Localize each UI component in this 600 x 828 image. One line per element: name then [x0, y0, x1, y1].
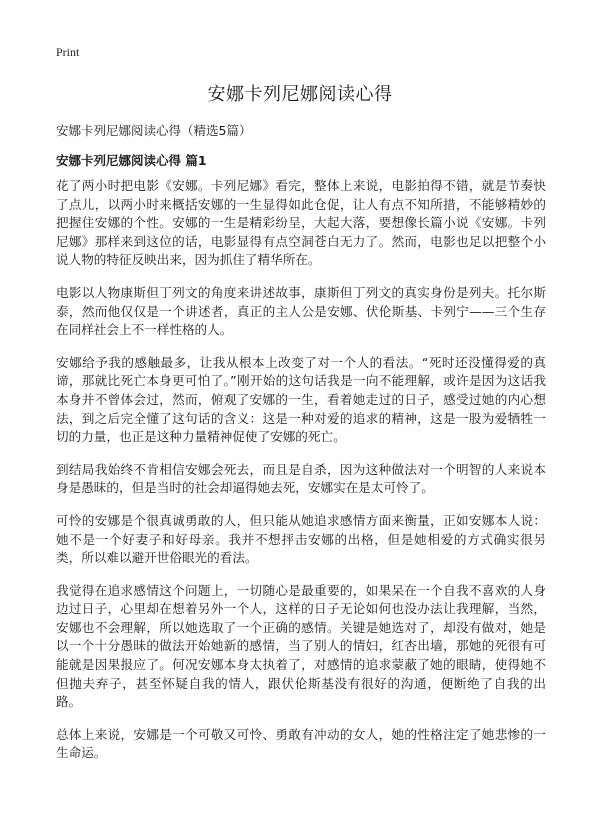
- paragraph: 我觉得在追求感情这个问题上，一切随心是最重要的，如果呆在一个自我不喜欢的人身边过日子，心里却在想着另外一个人，这样的日子无论如何也没办法让我理解，当然，安娜也不会理解，所以她选取了一个正确的感情。关键是她选对了，却没有做对，她是以一个十分愚昧的做法开始她新的感情，当了别人的情妇，红杏出墙，那她的死很有可能就是因果报应了。何况安娜本身太执着了，对感情的追求蒙蔽了她的眼睛，使得她不但抛夫弃子，甚至怀疑自我的情人，跟伏伦斯基没有很好的沟通，便断绝了自我的出路。: [56, 582, 546, 710]
- section-heading: 安娜卡列尼娜阅读心得 篇1: [56, 153, 207, 168]
- print-link[interactable]: Print: [56, 45, 80, 59]
- paragraph: 总体上来说，安娜是一个可敬又可怜、勇敢有冲动的女人，她的性格注定了她悲惨的一生命运。: [56, 726, 546, 761]
- paragraph: 到结局我始终不肯相信安娜会死去，而且是自杀，因为这种做法对一个明智的人来说本身是愚昧的，但是当时的社会却逼得她去死，安娜实在是太可怜了。: [56, 461, 546, 496]
- document-subtitle: 安娜卡列尼娜阅读心得（精选5篇）: [56, 123, 252, 138]
- paragraph: 可怜的安娜是个很真诚勇敢的人，但只能从她追求感情方面来衡量，正如安娜本人说：她不是一个好妻子和好母亲。我并不想抨击安娜的出格，但是她相爱的方式确实很另类，所以难以避开世俗眼光的看法。: [56, 512, 546, 566]
- paragraph: 花了两小时把电影《安娜。卡列尼娜》看完，整体上来说，电影拍得不错，就是节奏快了点儿，以两小时来概括安娜的一生显得如此仓促，让人有点不知所措，不能够精妙的把握住安娜的个性。安娜的一生是精彩纷呈，大起大落，要想像长篇小说《安娜。卡列尼娜》那样来到这位的话，电影显得有点空洞苍白无力了。然而，电影也足以把整个小说人物的特征反映出来，因为抓住了精华所在。: [56, 178, 546, 268]
- paragraph: 电影以人物康斯但丁列文的角度来讲述故事，康斯但丁列文的真实身份是列夫。托尔斯泰，然而他仅仅是一个讲述者，真正的主人公是安娜、伏伦斯基、卡列宁——三个生存在同样社会上不一样性格的人。: [56, 284, 546, 338]
- page-title: 安娜卡列尼娜阅读心得: [207, 84, 393, 105]
- paragraph: 安娜给予我的感触最多，让我从根本上改变了对一个人的看法。“死时还没懂得爱的真谛，那就比死亡本身更可怕了。”刚开始的这句话我是一向不能理解，或许是因为这话我本身并不曾体会过，然而，俯观了安娜的一生，看着她走过的日子，感受过她的内心想法，到之后完全懂了这句话的含义：这是一种对爱的追求的精神，这是一股为爱牺牲一切的力量，也正是这种力量精神促使了安娜的死亡。: [56, 354, 546, 445]
- article-body: [56, 177, 546, 777]
